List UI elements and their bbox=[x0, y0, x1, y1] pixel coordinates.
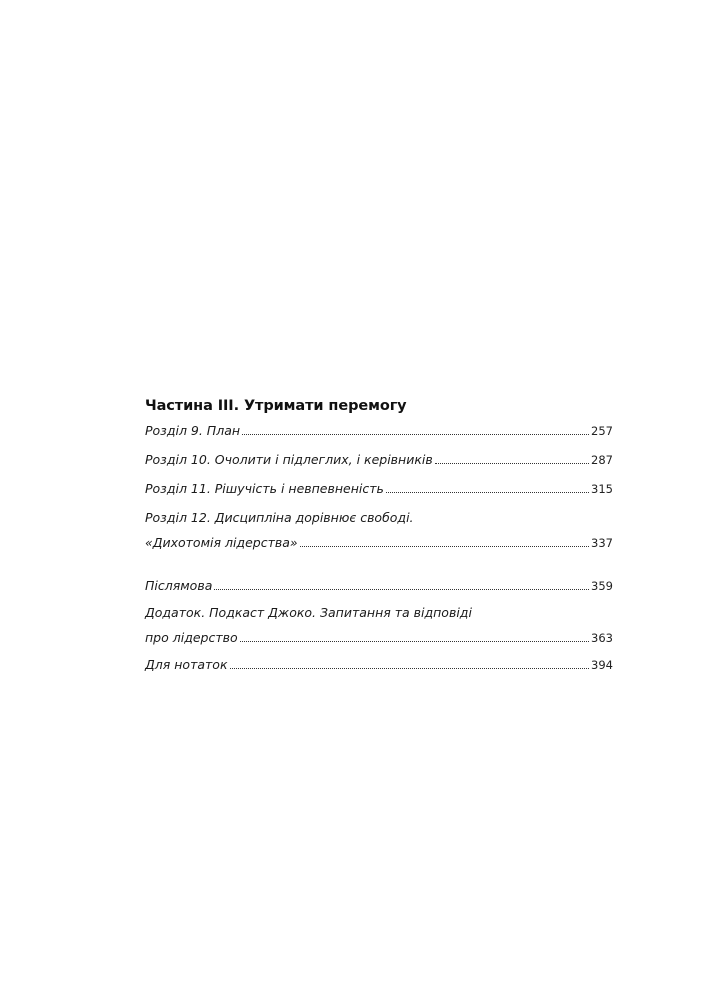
dot-leader bbox=[242, 433, 589, 435]
toc-entry-title: Для нотаток bbox=[145, 657, 228, 672]
toc-entry-title: «Дихотомія лідерства» bbox=[145, 535, 298, 550]
toc-entry-title-line1: Додаток. Подкаст Джоко. Запитання та відповіді bbox=[145, 605, 472, 620]
toc-entry-page: 394 bbox=[591, 658, 613, 672]
dot-leader bbox=[435, 462, 589, 464]
toc-entry-afterword bbox=[145, 578, 613, 594]
toc-entry-title: Розділ 10. Очолити і підлеглих, і керівників bbox=[145, 452, 433, 467]
toc-entry-chapter-9 bbox=[145, 423, 613, 439]
toc-entry-page: 287 bbox=[591, 453, 613, 467]
dot-leader bbox=[386, 491, 589, 493]
toc-entry-page: 337 bbox=[591, 536, 613, 550]
toc-entry-chapter-10 bbox=[145, 452, 613, 468]
toc-entry-title: про лідерство bbox=[145, 630, 238, 645]
table-of-contents bbox=[145, 398, 613, 673]
toc-entry-page: 315 bbox=[591, 482, 613, 496]
dot-leader bbox=[214, 588, 589, 590]
part-heading: Частина III. Утримати перемогу bbox=[145, 398, 407, 414]
toc-entry-chapter-12 bbox=[145, 510, 613, 551]
toc-entry-appendix bbox=[145, 605, 613, 646]
toc-entry-title: Розділ 9. План bbox=[145, 423, 241, 438]
dot-leader bbox=[230, 667, 590, 669]
dot-leader bbox=[300, 545, 589, 547]
toc-entry-page: 359 bbox=[591, 579, 613, 593]
toc-entry-notes bbox=[145, 657, 613, 673]
toc-entry-title-line1: Розділ 12. Дисципліна дорівнює свободі. bbox=[145, 510, 414, 525]
toc-entry-page: 363 bbox=[591, 631, 613, 645]
dot-leader bbox=[240, 640, 589, 642]
toc-entry-page: 257 bbox=[591, 424, 613, 438]
toc-entry-title: Розділ 11. Рішучість і невпевненість bbox=[145, 481, 384, 496]
toc-entry-chapter-11 bbox=[145, 481, 613, 497]
toc-entry-title: Післямова bbox=[145, 578, 213, 593]
